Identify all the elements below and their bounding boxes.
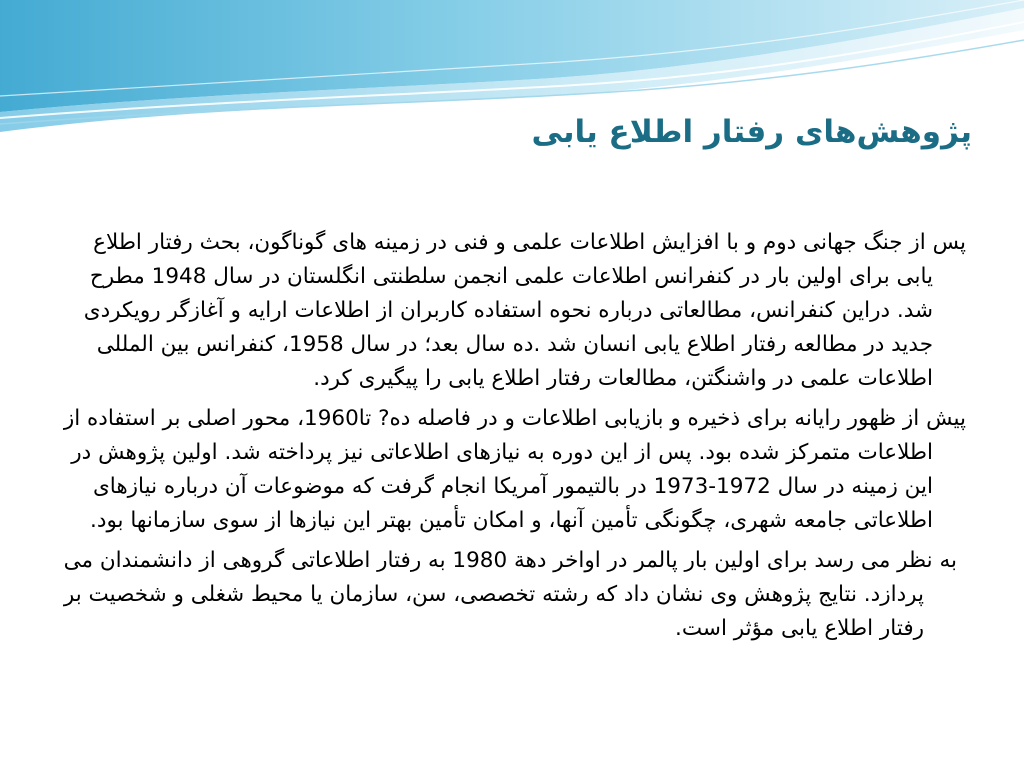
paragraph-2: پیش از ظهور رایانه برای ذخیره و بازیابی اطلاعات و در فاصله ده? تا1960، محور اصلی بر استفاده از اطلاعات متمرکز شده بود. پس از این دوره به نیازهای اطلاعاتی نیز پرداخته شد. اولین پژوهش در این زمینه در سال 1972-1973 در بالتیمور آمریکا انجام گرفت که موضوعات آن درباره نیازهای اطلاعاتی جامعه شهری، چگونگی تأمین آنها، و امکان تأمین بهتر این نیازها از سوی سازمانها بود.: [63, 406, 966, 533]
slide-title: پژوهش‌های رفتار اطلاع یابی: [531, 114, 972, 150]
paragraph-3: به نظر می رسد برای اولین بار پالمر در اواخر دهة 1980 به رفتار اطلاعاتی گروهی از دانشمندان می پردازد. نتایج پژوهش وی نشان داد که رشته تخصصی، سن، سازمان یا محیط شغلی و شخصیت بر رفتار اطلاع یابی مؤثر است.: [63, 548, 957, 641]
slide-body: [60, 226, 966, 652]
paragraph-1: پس از جنگ جهانی دوم و با افزایش اطلاعات علمی و فنی در زمینه های گوناگون، بحث رفتار اطلاع یابی برای اولین بار در کنفرانس اطلاعات علمی انجمن سلطنتی انگلستان در سال 1948 مطرح شد. دراین کنفرانس، مطالعاتی درباره نحوه استفاده کاربران از اطلاعات ارایه و آغازگر رویکردی جدید در مطالعه رفتار اطلاع یابی انسان شد .ده سال بعد؛ در سال 1958، کنفرانس بین المللی اطلاعات علمی در واشنگتن، مطالعات رفتار اطلاع یابی را پیگیری کرد.: [83, 230, 966, 391]
